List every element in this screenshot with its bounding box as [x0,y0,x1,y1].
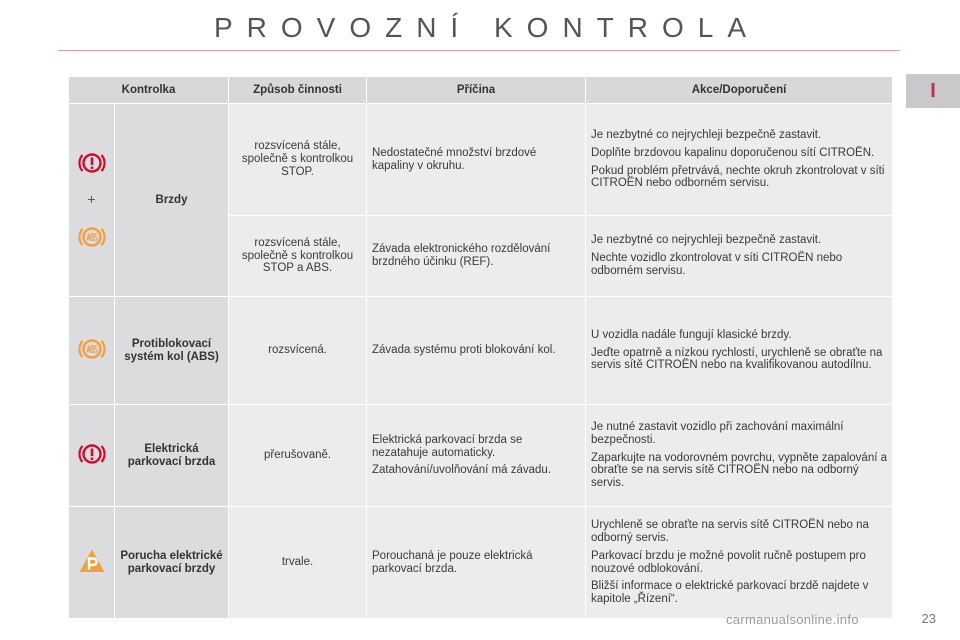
brakes-cause-2: Závada elektronického rozdělování brzdného účinku (REF). [367,216,586,297]
action-text: Nechte vozidlo zkontrolovat v síti CITROËN nebo odborném servisu. [591,252,843,277]
action-text: Je nutné zastavit vozidlo při zachování maximální bezpečnosti. [591,420,844,446]
action-text: Bližší informace o elektrické parkovací brzdě najdete v kapitole „Řízení“. [591,580,869,606]
warning-lights-table [68,76,893,619]
abs-icon-cell [69,297,115,405]
brakes-method-2: rozsvícená stále, společně s kontrolkou STOP a ABS. [229,216,367,297]
abs-actions [586,297,893,405]
epb-fault-actions [586,507,893,619]
action-text: Je nezbytné co nejrychleji bezpečně zastavit. [591,128,822,141]
epb-causes [367,405,586,507]
col-header-cause: Příčina [367,77,586,104]
table-row [69,507,893,619]
parking-fault-icon [77,546,107,576]
cause-text: Elektrická parkovací brzda se nezatahuje automaticky. [372,433,523,459]
epb-actions [586,405,893,507]
brake-warning-icon [77,148,107,178]
epb-fault-icon-cell [69,507,115,619]
action-text: Pokud problém přetrvává, nechte okruh zkontrolovat v síti CITROËN nebo odborném servisu. [591,164,885,190]
epb-method: přerušovaně. [229,405,367,507]
action-text: Urychleně se obraťte na servis sítě CITROËN nebo na odborný servis. [591,518,869,544]
brakes-method-1: rozsvícená stále, společně s kontrolkou STOP. [229,104,367,216]
brakes-name: Brzdy [115,104,229,297]
action-text: U vozidla nadále fungují klasické brzdy. [591,328,792,341]
table-row [69,104,893,216]
abs-cause: Závada systému proti blokování kol. [367,297,586,405]
epb-fault-name: Porucha elektrické parkovací brzdy [115,507,229,619]
abs-warning-icon [77,222,107,252]
plus-sign: + [87,191,96,208]
cause-text: Zatahování/uvolňování má závadu. [372,464,552,477]
watermark: carmanualsonline.info [726,612,859,627]
table-row [69,405,893,507]
action-text: Doplňte brzdovou kapalinu doporučenou sítí CITROËN. [591,146,875,159]
abs-name: Protiblokovací systém kol (ABS) [115,297,229,405]
col-header-light: Kontrolka [69,77,229,104]
epb-name: Elektrická parkovací brzda [115,405,229,507]
abs-warning-icon [77,334,107,364]
table-header-row [69,77,893,104]
page-number: 23 [921,611,936,626]
chapter-tab[interactable]: I [906,74,960,108]
action-text: Zaparkujte na vodorovném povrchu, vypněte zapalování a obraťte se na servis sítě CITROËN nebo na odborný servis. [591,451,888,490]
brakes-cause-1: Nedostatečné množství brzdové kapaliny v okruhu. [367,104,586,216]
brake-warning-icon [77,439,107,469]
epb-icon-cell [69,405,115,507]
epb-fault-method: trvale. [229,507,367,619]
page-title: PROVOZNÍ KONTROLA [213,12,761,43]
brakes-actions-1 [586,104,893,216]
action-text: Jeďte opatrně a nízkou rychlostí, urychleně se obraťte na servis sítě CITROËN nebo na kvalifikovanou autodílnu. [591,346,883,372]
brakes-actions-2 [586,216,893,297]
title-divider [58,50,900,51]
action-text: Parkovací brzdu je možné povolit ručně postupem pro nouzové odblokování. [591,549,866,575]
epb-fault-cause: Porouchaná je pouze elektrická parkovací brzda. [367,507,586,619]
abs-method: rozsvícená. [229,297,367,405]
table-row [69,297,893,405]
col-header-action: Akce/Doporučení [586,77,893,104]
brakes-icon-cell [69,104,115,297]
action-text: Je nezbytné co nejrychleji bezpečně zastavit. [591,234,822,247]
col-header-method: Způsob činnosti [229,77,367,104]
